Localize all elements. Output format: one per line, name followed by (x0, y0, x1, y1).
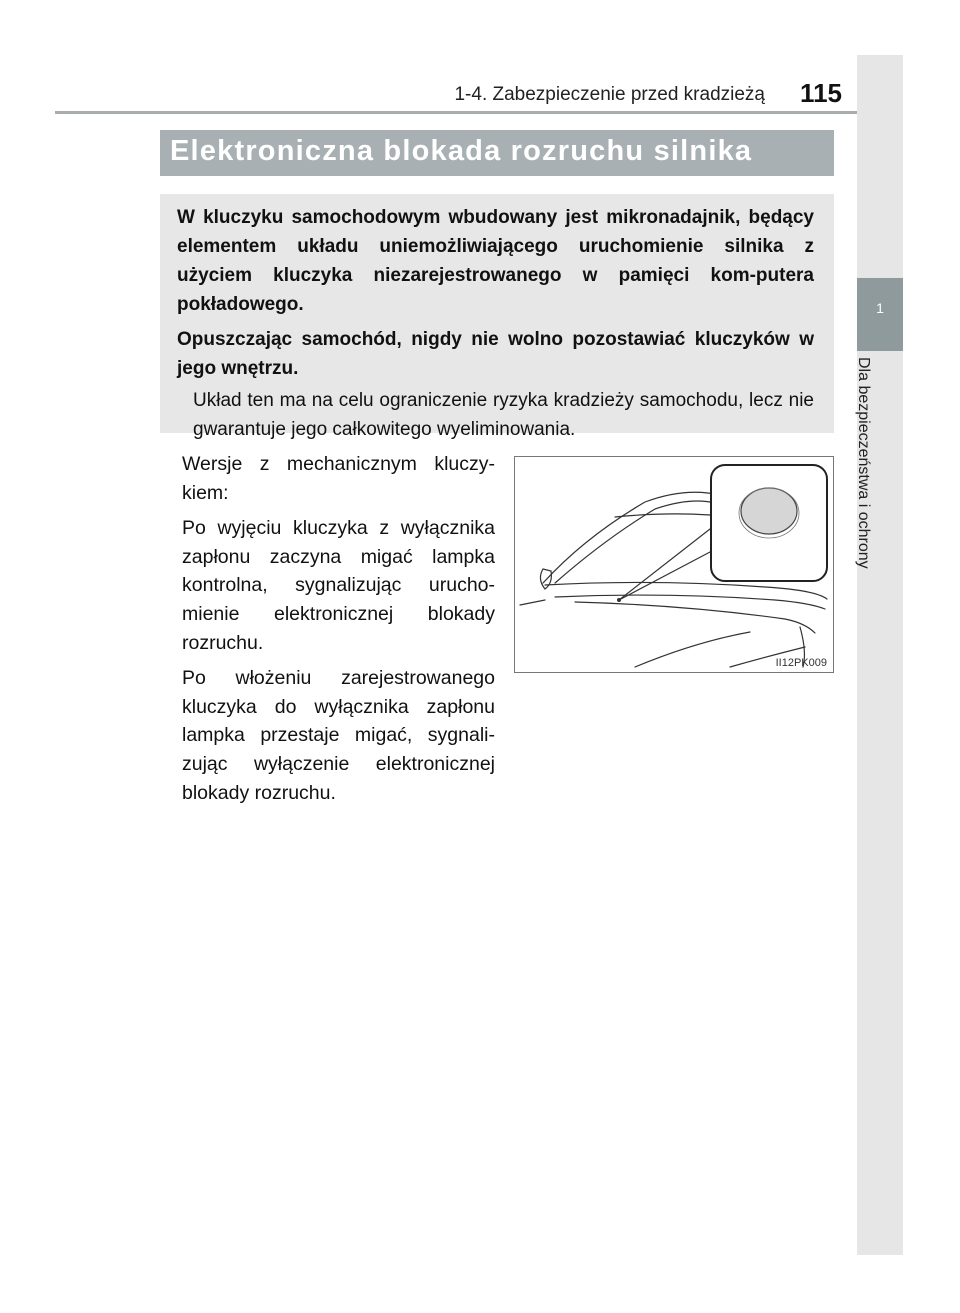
indicator-point (617, 598, 621, 602)
windshield-inner-line (555, 501, 715, 583)
figure-code: II12PK009 (775, 657, 827, 669)
dashboard-edge-line (555, 595, 825, 609)
intro-paragraph-2: Opuszczając samochód, nigdy nie wolno pozostawiać kluczyków w jego wnętrzu. (177, 329, 814, 379)
page-header (0, 0, 960, 120)
windshield-top-line (615, 514, 710, 517)
section-title: Elektroniczna blokada rozruchu silnika (160, 130, 834, 176)
door-line (520, 600, 545, 605)
chapter-side-tab (857, 55, 903, 1255)
header-section-title: 1-4. Zabezpieczenie przed kradzieżą (454, 84, 765, 105)
intro-note: Układ ten ma na celu ograniczenie ryzyka kradzieży samochodu, lecz nie gwarantuje jego całkowitego wyeliminowania. (193, 390, 814, 440)
indicator-illustration (514, 456, 834, 673)
chapter-number-tab[interactable]: 1 (857, 278, 903, 351)
indicator-lamp-icon (741, 488, 797, 534)
intro-paragraph-1: W kluczyku samochodowym wbudowany jest mikronadajnik, będący elementem układu uniemożliwiającego uruchomienie silnika z użyciem kluczyka niezarejestrowanego w pamięci kom-putera pokładowego. (177, 207, 814, 315)
callout-leader-2 (619, 529, 710, 600)
seat-line-left (635, 632, 750, 667)
page-number: 115 (800, 78, 842, 108)
chapter-title-text: Dla bezpieczeństwa i ochrony (855, 357, 872, 569)
dashboard-lower-line (575, 602, 815, 633)
callout-leader-1 (619, 552, 710, 600)
intro-box (160, 194, 834, 440)
windshield-pillar-line (543, 492, 720, 583)
body-text (182, 450, 495, 814)
header-divider (55, 111, 903, 114)
dashboard-drawing (515, 457, 834, 673)
dashboard-top-line (545, 582, 827, 599)
body-paragraph-3: Po włożeniu zarejestrowanego kluczyka do wyłącznika zapłonu lampka przestaje migać, sygnali-zując wyłączenie elektronicznej blokady rozruchu. (182, 667, 495, 804)
body-paragraph-2: Po wyjęciu kluczyka z wyłącznika zapłonu zaczyna migać lampka kontrolna, sygnalizując urucho-mienie elektronicznej blokady rozruchu. (182, 517, 495, 654)
body-paragraph-1: Wersje z mechanicznym kluczy-kiem: (182, 453, 495, 504)
